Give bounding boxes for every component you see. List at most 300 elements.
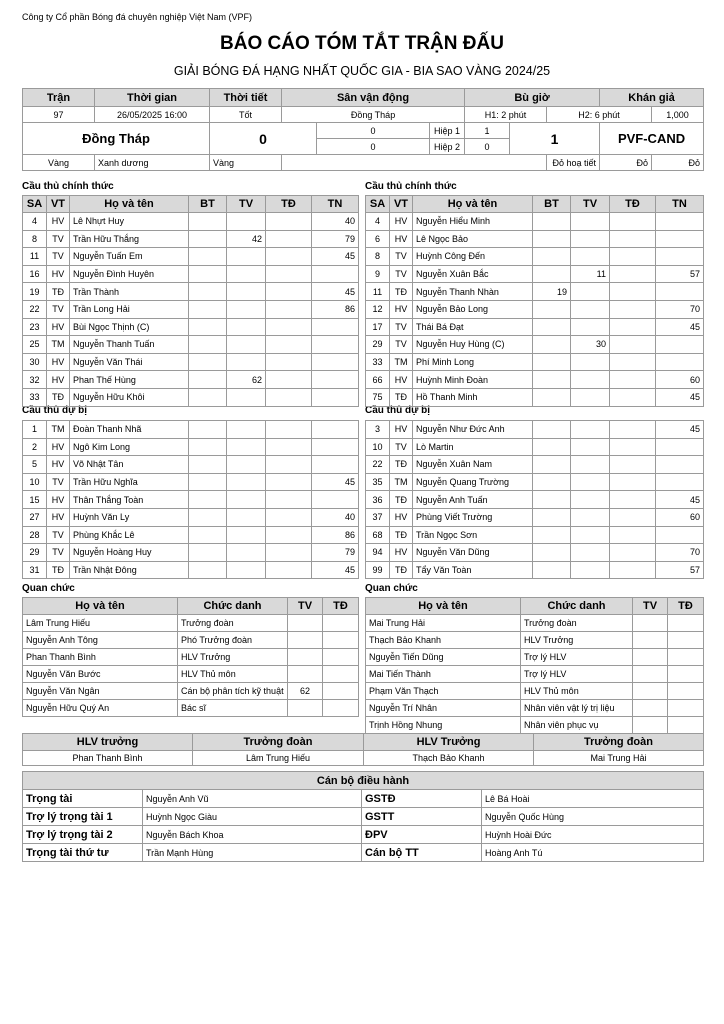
yellow-card (571, 491, 610, 509)
player-name: Phan Thế Hùng (70, 371, 189, 389)
substitution: 45 (656, 318, 704, 336)
substitution: 60 (656, 371, 704, 389)
official-red (668, 615, 704, 632)
yellow-card (227, 421, 266, 439)
red-card (610, 491, 656, 509)
table-row (366, 683, 704, 700)
yellow-card (571, 318, 610, 336)
match-officials-table (22, 771, 704, 862)
yellow-card (227, 318, 266, 336)
shirt-number: 1 (23, 421, 47, 439)
official-yellow: 62 (288, 683, 323, 700)
official-name: Thạch Bảo Khanh (366, 632, 521, 649)
red-card (610, 300, 656, 318)
position: HV (47, 213, 70, 231)
fourth-official-value: Trần Mạnh Hùng (143, 844, 362, 862)
position: HV (390, 371, 413, 389)
away-starters-table (365, 195, 704, 407)
table-row (366, 283, 704, 301)
official-red (668, 717, 704, 734)
position: TM (47, 421, 70, 439)
substitution (656, 438, 704, 456)
yellow-card (227, 544, 266, 562)
half2-label: Hiệp 2 (430, 139, 465, 155)
header-spectators: Khán giả (600, 89, 704, 107)
position: TV (47, 300, 70, 318)
player-name: Nguyễn Xuân Nam (413, 456, 533, 474)
player-name: Trần Nhật Đông (70, 561, 189, 579)
red-card (266, 283, 312, 301)
player-name: Thân Thắng Toàn (70, 491, 189, 509)
column-header: TĐ (610, 196, 656, 213)
red-card (610, 230, 656, 248)
table-row (366, 336, 704, 354)
position: TĐ (390, 388, 413, 406)
goal (533, 456, 571, 474)
red-card (610, 438, 656, 456)
substitution: 45 (656, 491, 704, 509)
goal (189, 318, 227, 336)
substitution: 45 (656, 388, 704, 406)
goal (533, 353, 571, 371)
official-role: Nhân viên vật lý trị liệu (521, 700, 633, 717)
shirt-number: 2 (23, 438, 47, 456)
official-yellow (633, 649, 668, 666)
substitution: 40 (312, 508, 359, 526)
position: HV (47, 265, 70, 283)
official-yellow (633, 666, 668, 683)
position: TV (47, 248, 70, 266)
goal (189, 388, 227, 406)
red-card (266, 561, 312, 579)
official-red (668, 632, 704, 649)
match-spectators: 1,000 (652, 107, 704, 123)
column-header: TĐ (266, 196, 312, 213)
shirt-number: 16 (23, 265, 47, 283)
red-card (610, 526, 656, 544)
substitution: 70 (656, 544, 704, 562)
shirt-number: 12 (366, 300, 390, 318)
table-row (366, 438, 704, 456)
substitution (312, 371, 359, 389)
position: HV (47, 456, 70, 474)
position: TV (390, 438, 413, 456)
red-card (266, 421, 312, 439)
official-role: Trợ lý HLV (521, 649, 633, 666)
match-number: 97 (23, 107, 95, 123)
red-card (266, 213, 312, 231)
yellow-card (571, 508, 610, 526)
away-subs-table (365, 420, 704, 579)
substitution: 57 (656, 265, 704, 283)
player-name: Nguyễn Huy Hùng (C) (413, 336, 533, 354)
player-name: Ngô Kim Long (70, 438, 189, 456)
header-stoppage: Bù giờ (465, 89, 600, 107)
position: HV (47, 371, 70, 389)
player-name: Lò Martin (413, 438, 533, 456)
table-row (366, 615, 704, 632)
goal (189, 371, 227, 389)
official-red (668, 700, 704, 717)
substitution: 57 (656, 561, 704, 579)
official-role: HLV Thủ môn (521, 683, 633, 700)
player-name: Phùng Viết Trường (413, 508, 533, 526)
yellow-card (227, 336, 266, 354)
away-coach-header: HLV Trưởng (364, 734, 534, 751)
yellow-card (227, 456, 266, 474)
table-row (23, 649, 359, 666)
official-red (668, 683, 704, 700)
dpv-label: ĐPV (362, 826, 482, 844)
table-row (23, 526, 359, 544)
match-weather: Tốt (210, 107, 282, 123)
player-name: Nguyễn Thanh Nhàn (413, 283, 533, 301)
red-card (610, 473, 656, 491)
substitution (656, 473, 704, 491)
goal (533, 265, 571, 283)
yellow-card: 62 (227, 371, 266, 389)
home-kit-socks: Vàng (210, 155, 282, 171)
substitution: 60 (656, 508, 704, 526)
position: HV (390, 508, 413, 526)
yellow-card (571, 456, 610, 474)
yellow-card: 42 (227, 230, 266, 248)
away-head-header: Trưởng đoàn (534, 734, 704, 751)
shirt-number: 94 (366, 544, 390, 562)
column-header: TV (571, 196, 610, 213)
goal (533, 491, 571, 509)
shirt-number: 19 (23, 283, 47, 301)
yellow-card (227, 248, 266, 266)
goal (533, 526, 571, 544)
table-row (23, 248, 359, 266)
assistant1-value: Huỳnh Ngọc Giàu (143, 808, 362, 826)
half1-label: Hiệp 1 (430, 123, 465, 139)
position: TM (47, 336, 70, 354)
shirt-number: 5 (23, 456, 47, 474)
red-card (266, 371, 312, 389)
goal (189, 265, 227, 283)
table-row (366, 388, 704, 406)
shirt-number: 33 (23, 388, 47, 406)
player-name: Hồ Thanh Minh (413, 388, 533, 406)
goal (189, 336, 227, 354)
position: TĐ (390, 526, 413, 544)
position: HV (390, 544, 413, 562)
column-header: Họ và tên (23, 598, 178, 615)
player-name: Huỳnh Văn Ly (70, 508, 189, 526)
official-red (323, 649, 359, 666)
position: HV (390, 213, 413, 231)
official-red (668, 649, 704, 666)
assistant2-label: Trợ lý trọng tài 2 (23, 826, 143, 844)
column-header: VT (390, 196, 413, 213)
red-card (610, 283, 656, 301)
away-team-name: PVF-CAND (600, 123, 704, 155)
position: TĐ (390, 456, 413, 474)
position: TĐ (47, 283, 70, 301)
yellow-card (227, 508, 266, 526)
yellow-card (571, 283, 610, 301)
position: TĐ (390, 561, 413, 579)
substitution (656, 230, 704, 248)
goal (189, 561, 227, 579)
player-name: Lê Ngọc Bảo (413, 230, 533, 248)
yellow-card (571, 438, 610, 456)
referee-value: Nguyễn Anh Vũ (143, 790, 362, 808)
goal (189, 230, 227, 248)
substitution (656, 353, 704, 371)
home-head-header: Trưởng đoàn (193, 734, 364, 751)
position: HV (390, 230, 413, 248)
red-card (266, 491, 312, 509)
yellow-card (571, 526, 610, 544)
official-role: HLV Trưởng (521, 632, 633, 649)
column-header: SA (366, 196, 390, 213)
home-team-name: Đồng Tháp (23, 123, 210, 155)
official-red (323, 632, 359, 649)
home-head: Lâm Trung Hiếu (193, 751, 364, 766)
shirt-number: 35 (366, 473, 390, 491)
header-stadium: Sân vận động (282, 89, 465, 107)
player-name: Trần Hữu Thắng (70, 230, 189, 248)
table-row (23, 353, 359, 371)
official-yellow (633, 683, 668, 700)
shirt-number: 4 (366, 213, 390, 231)
player-name: Nguyễn Bảo Long (413, 300, 533, 318)
red-card (266, 544, 312, 562)
header-weather: Thời tiết (210, 89, 282, 107)
shirt-number: 37 (366, 508, 390, 526)
shirt-number: 11 (23, 248, 47, 266)
red-card (266, 318, 312, 336)
goal (533, 248, 571, 266)
official-yellow (288, 649, 323, 666)
table-row (366, 717, 704, 734)
player-name: Nguyễn Đình Huyên (70, 265, 189, 283)
position: HV (47, 353, 70, 371)
shirt-number: 36 (366, 491, 390, 509)
shirt-number: 32 (23, 371, 47, 389)
goal (533, 336, 571, 354)
substitution: 79 (312, 544, 359, 562)
red-card (266, 336, 312, 354)
dpv-value: Huỳnh Hoài Đức (482, 826, 704, 844)
substitution: 45 (312, 561, 359, 579)
shirt-number: 9 (366, 265, 390, 283)
goal (189, 213, 227, 231)
table-row (366, 213, 704, 231)
goal (533, 473, 571, 491)
shirt-number: 33 (366, 353, 390, 371)
table-row (366, 561, 704, 579)
goal: 19 (533, 283, 571, 301)
stoppage-h2: H2: 6 phút (547, 107, 652, 123)
table-row (366, 230, 704, 248)
yellow-card (571, 353, 610, 371)
gstt-value: Nguyễn Quốc Hùng (482, 808, 704, 826)
column-header: Họ và tên (366, 598, 521, 615)
official-role: Trưởng đoàn (521, 615, 633, 632)
away-coach: Thạch Bảo Khanh (364, 751, 534, 766)
red-card (610, 353, 656, 371)
table-row (366, 666, 704, 683)
yellow-card (227, 491, 266, 509)
column-header: TĐ (323, 598, 359, 615)
player-name: Trần Thành (70, 283, 189, 301)
shirt-number: 29 (366, 336, 390, 354)
official-red (668, 666, 704, 683)
away-score: 1 (510, 123, 600, 155)
position: TĐ (47, 388, 70, 406)
table-row (23, 491, 359, 509)
official-yellow (288, 700, 323, 717)
shirt-number: 23 (23, 318, 47, 336)
substitution (656, 248, 704, 266)
column-header: TV (288, 598, 323, 615)
official-red (323, 683, 359, 700)
yellow-card (571, 388, 610, 406)
red-card (266, 248, 312, 266)
official-yellow (633, 700, 668, 717)
shirt-number: 31 (23, 561, 47, 579)
official-yellow (633, 632, 668, 649)
shirt-number: 15 (23, 491, 47, 509)
table-row (23, 388, 359, 406)
column-header: TN (312, 196, 359, 213)
substitution: 45 (312, 283, 359, 301)
red-card (266, 300, 312, 318)
goal (189, 353, 227, 371)
table-row (366, 491, 704, 509)
half1-away: 1 (465, 123, 510, 139)
yellow-card (571, 473, 610, 491)
player-name: Phùng Khắc Lê (70, 526, 189, 544)
official-role: Phó Trưởng đoàn (178, 632, 288, 649)
substitution: 86 (312, 300, 359, 318)
substitution (312, 421, 359, 439)
position: TĐ (390, 491, 413, 509)
table-row (366, 265, 704, 283)
player-name: Phí Minh Long (413, 353, 533, 371)
red-card (610, 561, 656, 579)
goal (533, 438, 571, 456)
column-header: BT (533, 196, 571, 213)
player-name: Trần Ngọc Sơn (413, 526, 533, 544)
fourth-official-label: Trọng tài thứ tư (23, 844, 143, 862)
position: TV (390, 336, 413, 354)
goal (533, 388, 571, 406)
assistant1-label: Trợ lý trọng tài 1 (23, 808, 143, 826)
comms-value: Hoàng Anh Tú (482, 844, 704, 862)
home-kit-shirt: Vàng (23, 155, 95, 171)
half2-away: 0 (465, 139, 510, 155)
official-role: HLV Thủ môn (178, 666, 288, 683)
position: TV (47, 473, 70, 491)
player-name: Huỳnh Công Đến (413, 248, 533, 266)
yellow-card (571, 561, 610, 579)
table-row (23, 456, 359, 474)
red-card (610, 213, 656, 231)
player-name: Bùi Ngọc Thịnh (C) (70, 318, 189, 336)
official-yellow (633, 615, 668, 632)
player-name: Nguyễn Văn Thái (70, 353, 189, 371)
gstt-label: GSTT (362, 808, 482, 826)
shirt-number: 17 (366, 318, 390, 336)
yellow-card (227, 353, 266, 371)
yellow-card (571, 371, 610, 389)
table-row (23, 230, 359, 248)
table-row (23, 615, 359, 632)
assistant2-value: Nguyễn Bách Khoa (143, 826, 362, 844)
position: TĐ (47, 561, 70, 579)
yellow-card (227, 213, 266, 231)
column-header: SA (23, 196, 47, 213)
goal (189, 456, 227, 474)
home-kit-shorts: Xanh dương (95, 155, 210, 171)
substitution (312, 438, 359, 456)
shirt-number: 8 (23, 230, 47, 248)
match-officials-header: Cán bộ điều hành (23, 772, 704, 790)
player-name: Nguyễn Tuấn Em (70, 248, 189, 266)
goal (189, 508, 227, 526)
column-header: TV (227, 196, 266, 213)
goal (533, 421, 571, 439)
position: TV (47, 230, 70, 248)
player-name: Nguyễn Hiểu Minh (413, 213, 533, 231)
official-name: Phạm Văn Thạch (366, 683, 521, 700)
player-name: Tẩy Văn Toàn (413, 561, 533, 579)
away-officials-title: Quan chức (365, 583, 418, 594)
yellow-card (227, 561, 266, 579)
red-card (266, 388, 312, 406)
yellow-card (227, 388, 266, 406)
goal (533, 371, 571, 389)
position: TV (390, 265, 413, 283)
table-row (366, 371, 704, 389)
player-name: Trần Hữu Nghĩa (70, 473, 189, 491)
column-header: Họ và tên (70, 196, 189, 213)
column-header: Chức danh (178, 598, 288, 615)
league-subtitle: GIẢI BÓNG ĐÁ HẠNG NHẤT QUỐC GIA - BIA SAO VÀNG 2024/25 (173, 64, 551, 78)
shirt-number: 66 (366, 371, 390, 389)
red-card (610, 508, 656, 526)
goal (189, 438, 227, 456)
table-row (23, 421, 359, 439)
table-row (366, 473, 704, 491)
table-row (366, 649, 704, 666)
red-card (266, 353, 312, 371)
yellow-card (227, 473, 266, 491)
table-row (23, 561, 359, 579)
away-starters-title: Cầu thủ chính thức (365, 181, 457, 192)
yellow-card (227, 283, 266, 301)
position: HV (390, 300, 413, 318)
player-name: Nguyễn Văn Dũng (413, 544, 533, 562)
header-match: Trận (23, 89, 95, 107)
table-row (23, 371, 359, 389)
substitution (312, 456, 359, 474)
goal (189, 491, 227, 509)
position: TM (390, 353, 413, 371)
shirt-number: 75 (366, 388, 390, 406)
substitution: 70 (656, 300, 704, 318)
table-row (23, 318, 359, 336)
position: HV (47, 508, 70, 526)
shirt-number: 10 (366, 438, 390, 456)
yellow-card (571, 213, 610, 231)
home-coach-header: HLV trưởng (23, 734, 193, 751)
